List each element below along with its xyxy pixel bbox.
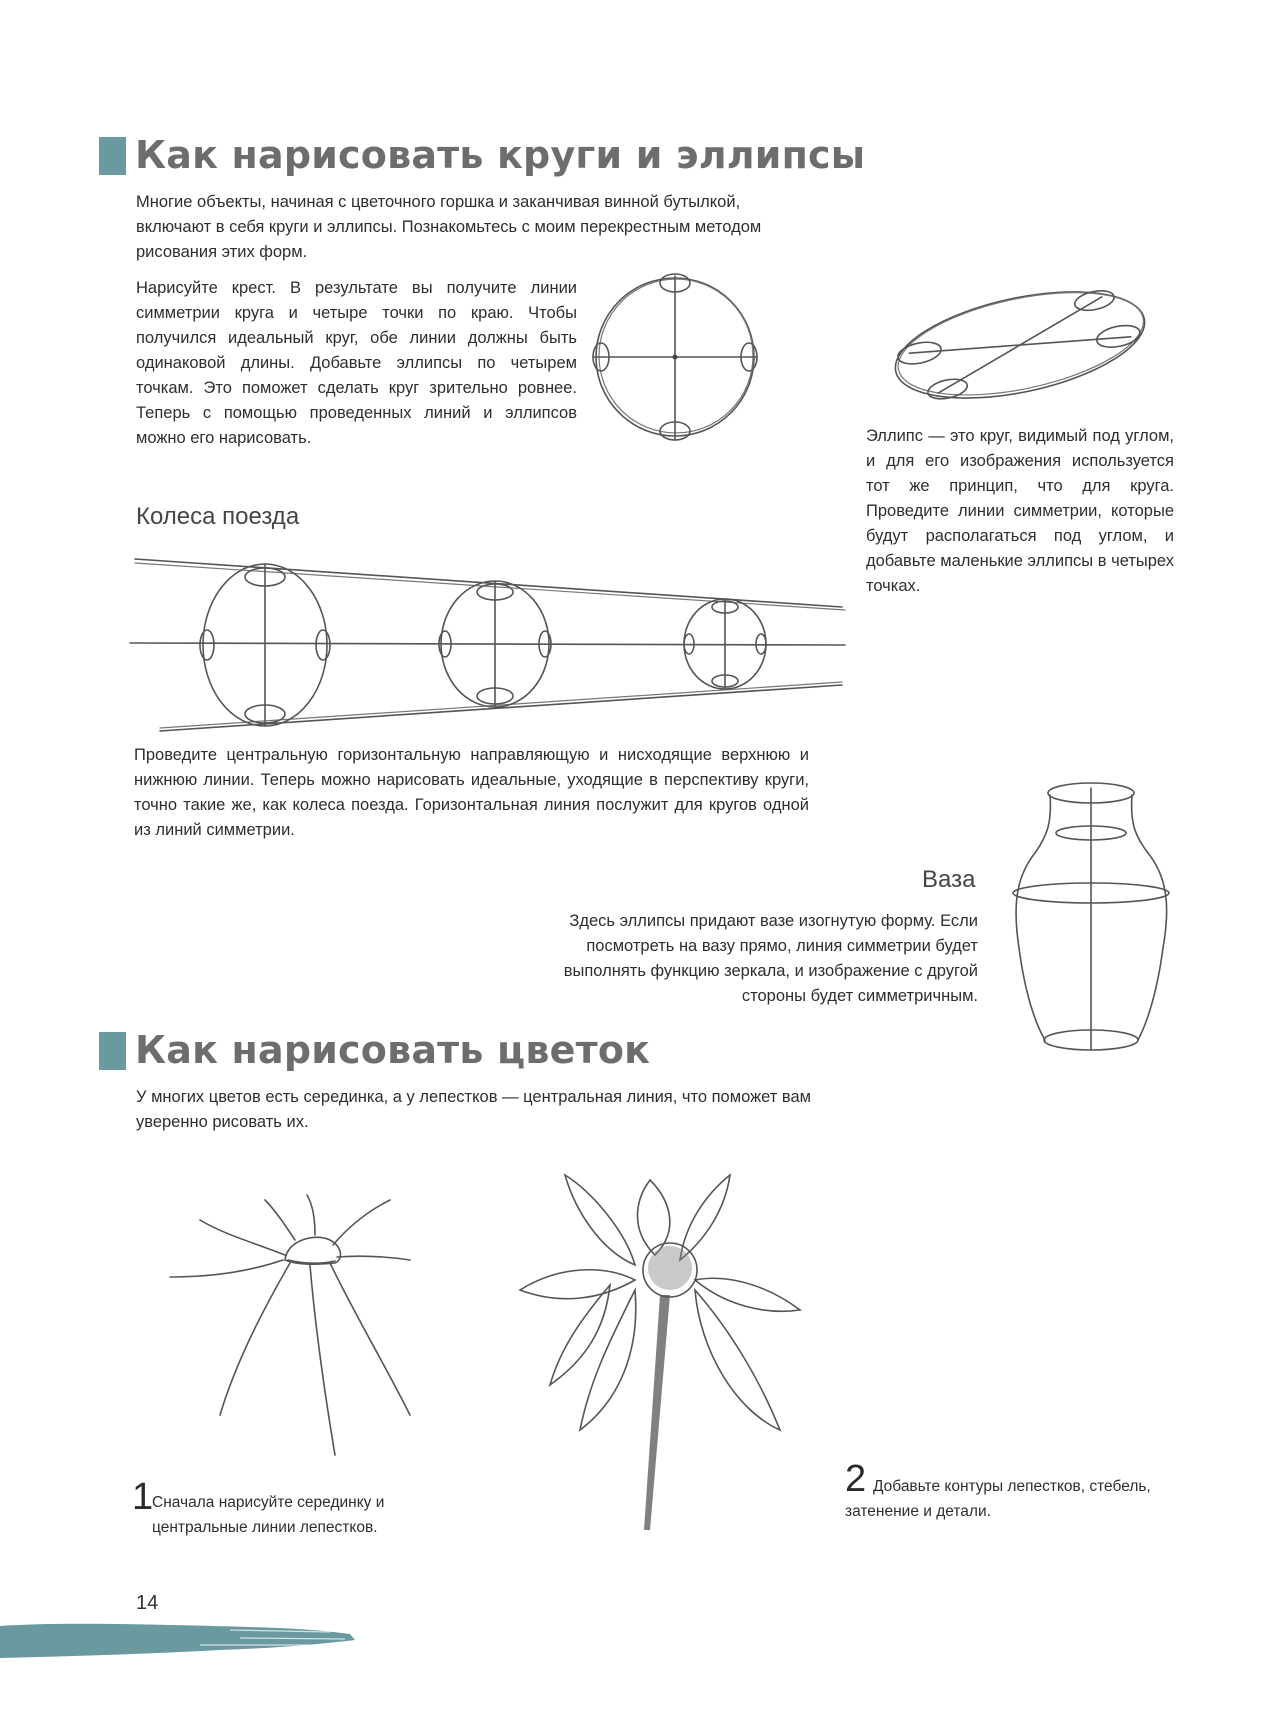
section-title-flower: Как нарисовать цветок	[135, 1028, 651, 1072]
wheel-large	[200, 564, 330, 726]
page-number: 14	[136, 1592, 159, 1614]
wheels-heading: Колеса поезда	[136, 503, 300, 530]
brush-stroke-decoration	[0, 1618, 360, 1664]
section-title-circles: Как нарисовать круги и эллипсы	[135, 133, 866, 177]
flower-step1-drawing	[165, 1195, 465, 1465]
wheels-paragraph: Проведите центральную горизонтальную направляющую и нисходящие верхнюю и нижнюю линии. Теперь можно нарисовать идеальные, уходящие в перспективу круги, точно такие же, как колеса поезда. Горизонтальная линия послужит для кругов одной из линий симметрии.	[134, 746, 809, 839]
step1-caption: Сначала нарисуйте серединку и центральные линии лепестков.	[152, 1494, 385, 1536]
step1-number: 1	[132, 1476, 154, 1518]
vase-heading: Ваза	[922, 866, 976, 893]
circle-cross-drawing	[585, 268, 765, 448]
intro-paragraph: Многие объекты, начиная с цветочного горшка и заканчивая винной бутылкой, включают в себя круги и эллипсы. Познакомьтесь с моим перекрестным методом рисования этих форм.	[136, 193, 762, 261]
heading-accent-square-2	[99, 1032, 126, 1070]
cross-method-paragraph: Нарисуйте крест. В результате вы получите линии симметрии круга и четыре точки по краю. Чтобы получился идеальный круг, обе линии должны быть одинаковой длины. Добавьте эллипсы по четырем точкам. Это поможет сделать круг зрительно ровнее. Теперь с помощью проведенных линий и эллипсов можно его нарисовать.	[136, 279, 577, 447]
heading-accent-square	[99, 137, 126, 175]
tilted-ellipse-drawing	[890, 285, 1150, 405]
ellipse-paragraph: Эллипс — это круг, видимый под углом, и для его изображения используется тот же принцип, что для круга. Проведите линии симметрии, которые будут располагаться под углом, и добавьте маленькие эллипсы в четырех точках.	[866, 427, 1174, 595]
step2-caption: Добавьте контуры лепестков, стебель, затенение и детали.	[845, 1478, 1151, 1520]
vase-paragraph: Здесь эллипсы придают вазе изогнутую форму. Если посмотреть на вазу прямо, линия симметрии будет выполнять функцию зеркала, и изображение с другой стороны будет симметричным.	[563, 912, 978, 1005]
flower-intro-paragraph: У многих цветов есть серединка, а у лепестков — центральная линия, что поможет вам уверенно рисовать их.	[136, 1088, 811, 1131]
vase-drawing	[1005, 778, 1185, 1058]
step2-number: 2	[845, 1458, 867, 1500]
train-wheels-drawing	[130, 555, 850, 735]
flower-step2-drawing	[520, 1170, 820, 1540]
